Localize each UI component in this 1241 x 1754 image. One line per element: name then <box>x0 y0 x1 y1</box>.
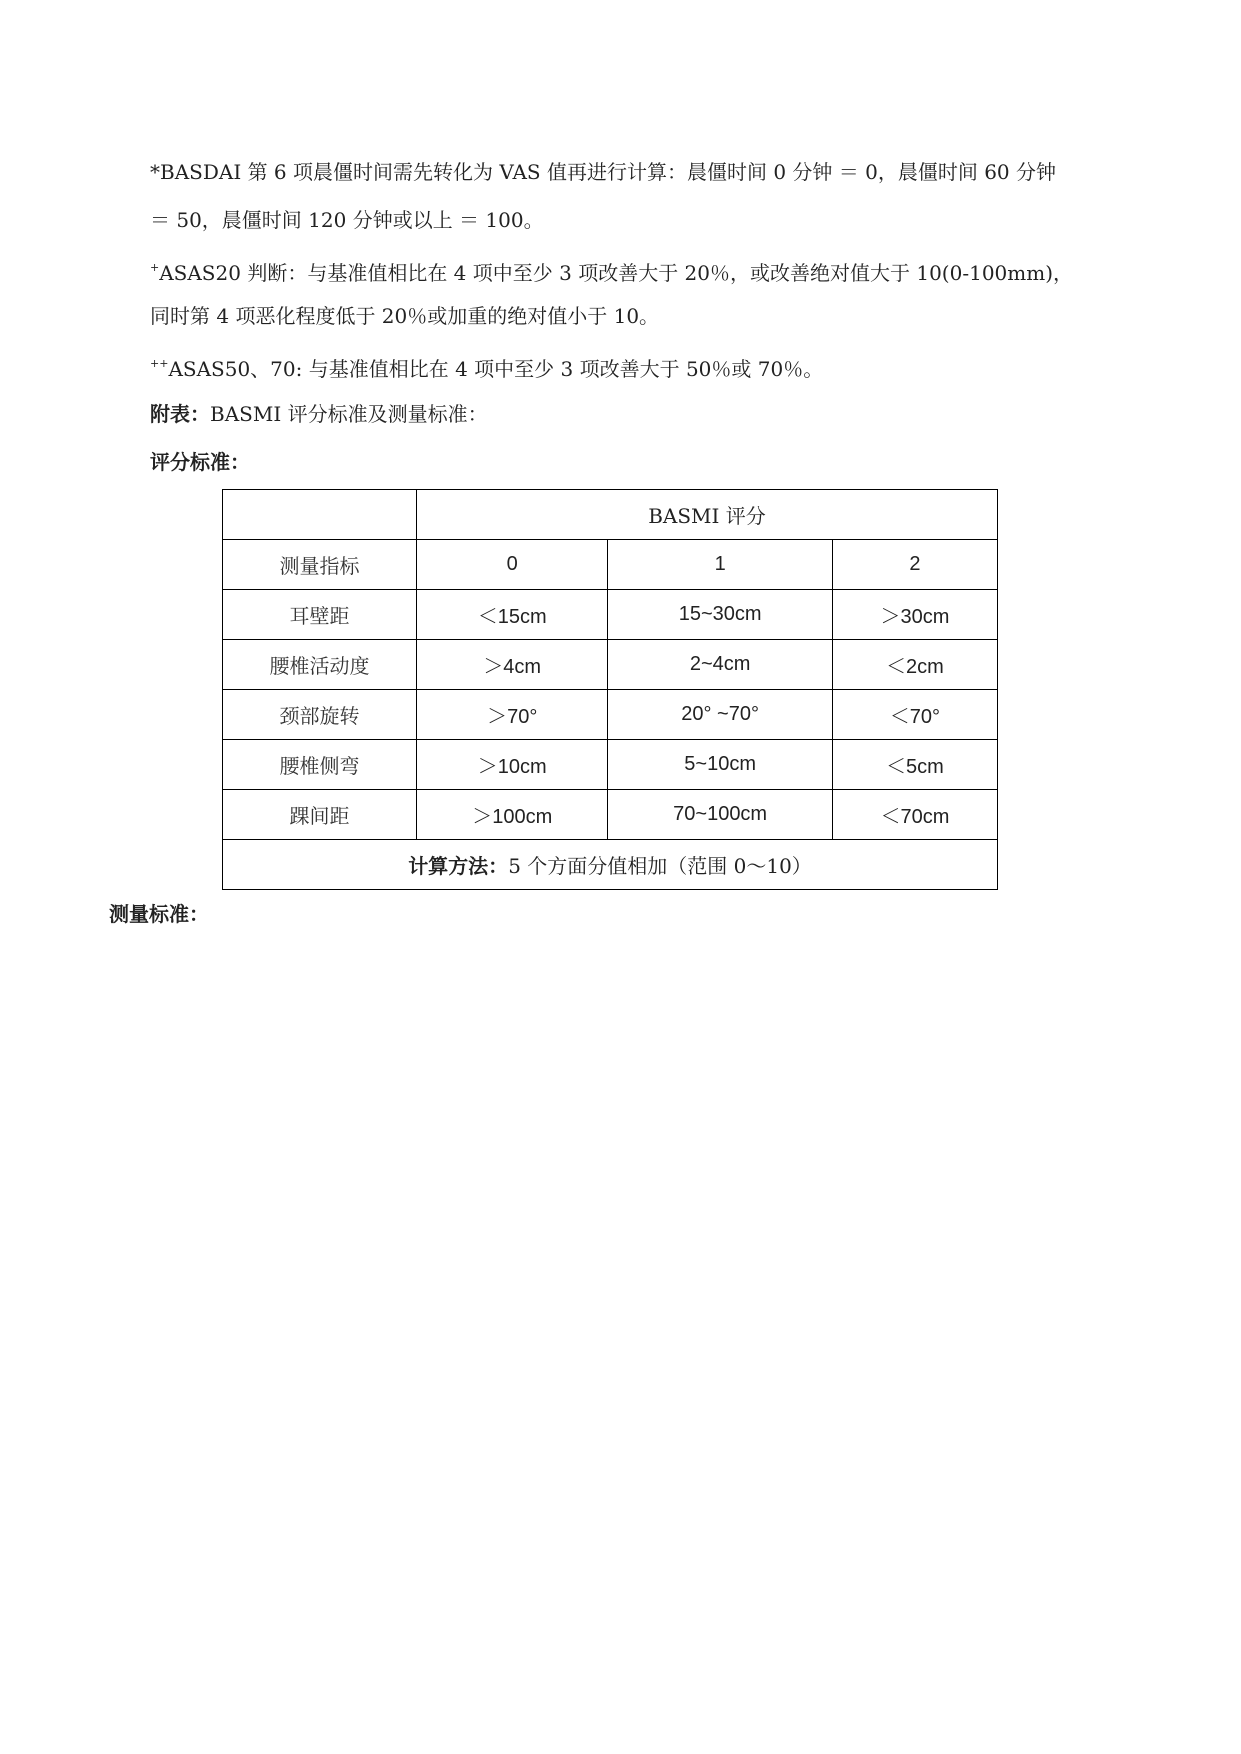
row-label: 腰椎侧弯 <box>223 740 417 790</box>
table-cell: ＜2cm <box>832 640 997 690</box>
header-cell: 测量指标 <box>223 540 417 590</box>
header-cell: 1 <box>608 540 832 590</box>
table-title-row <box>223 490 998 540</box>
table-cell: ＜5cm <box>832 740 997 790</box>
appendix-label: 附表： <box>150 402 210 426</box>
table-cell: ＞4cm <box>417 640 608 690</box>
table-footer <box>223 840 998 890</box>
table-row <box>223 740 998 790</box>
asas50-text: ASAS50、70: 与基准值相比在 4 项中至少 3 项改善大于 50％或 70％。 <box>168 357 824 381</box>
table-cell: ＞100cm <box>417 790 608 840</box>
table-row <box>223 790 998 840</box>
row-label: 颈部旋转 <box>223 690 417 740</box>
table-cell: ＞30cm <box>832 590 997 640</box>
table-cell: ＞10cm <box>417 740 608 790</box>
appendix-line <box>150 390 1110 438</box>
table-row <box>223 690 998 740</box>
basdai-note-line2: ＝ 50，晨僵时间 120 分钟或以上 ＝ 100。 <box>150 208 544 232</box>
table-cell: 15~30cm <box>608 590 832 640</box>
table-row <box>223 590 998 640</box>
table-cell: ＜70cm <box>832 790 997 840</box>
row-label: 耳壁距 <box>223 590 417 640</box>
footer-label: 计算方法： <box>408 854 509 878</box>
asas20-note-line1 <box>150 244 1110 297</box>
asas50-mark: ++ <box>150 357 169 370</box>
table-cell: ＜70° <box>832 690 997 740</box>
asas20-note-line2: 同时第 4 项恶化程度低于 20％或加重的绝对值小于 10。 <box>150 304 660 328</box>
footer-text: 5 个方面分值相加（范围 0～10） <box>508 854 812 878</box>
row-label: 腰椎活动度 <box>223 640 417 690</box>
asas50-note <box>150 340 1110 393</box>
measure-heading: 测量标准： <box>109 902 209 926</box>
basmi-table <box>222 489 998 890</box>
table-title: BASMI 评分 <box>417 490 998 540</box>
header-cell: 0 <box>417 540 608 590</box>
basdai-note-line1: *BASDAI 第 6 项晨僵时间需先转化为 VAS 值再进行计算：晨僵时间 0 分钟 ＝ 0，晨僵时间 60 分钟 <box>150 160 1057 184</box>
asas20-mark: + <box>150 261 160 274</box>
row-label: 踝间距 <box>223 790 417 840</box>
table-cell: ＞70° <box>417 690 608 740</box>
asas20-text: ASAS20 判断：与基准值相比在 4 项中至少 3 项改善大于 20％，或改善绝对值大于 10(0-100mm)， <box>159 261 1073 285</box>
table-footer-row <box>223 840 998 890</box>
appendix-text: BASMI 评分标准及测量标准： <box>210 402 488 426</box>
table-cell: 2~4cm <box>608 640 832 690</box>
table-cell: 20° ~70° <box>608 690 832 740</box>
table-cell: 5~10cm <box>608 740 832 790</box>
table-cell: ＜15cm <box>417 590 608 640</box>
table-header-row <box>223 540 998 590</box>
table-cell: 70~100cm <box>608 790 832 840</box>
header-cell: 2 <box>832 540 997 590</box>
table-row <box>223 640 998 690</box>
table-corner-cell <box>223 490 417 540</box>
scoring-heading: 评分标准： <box>150 450 250 474</box>
